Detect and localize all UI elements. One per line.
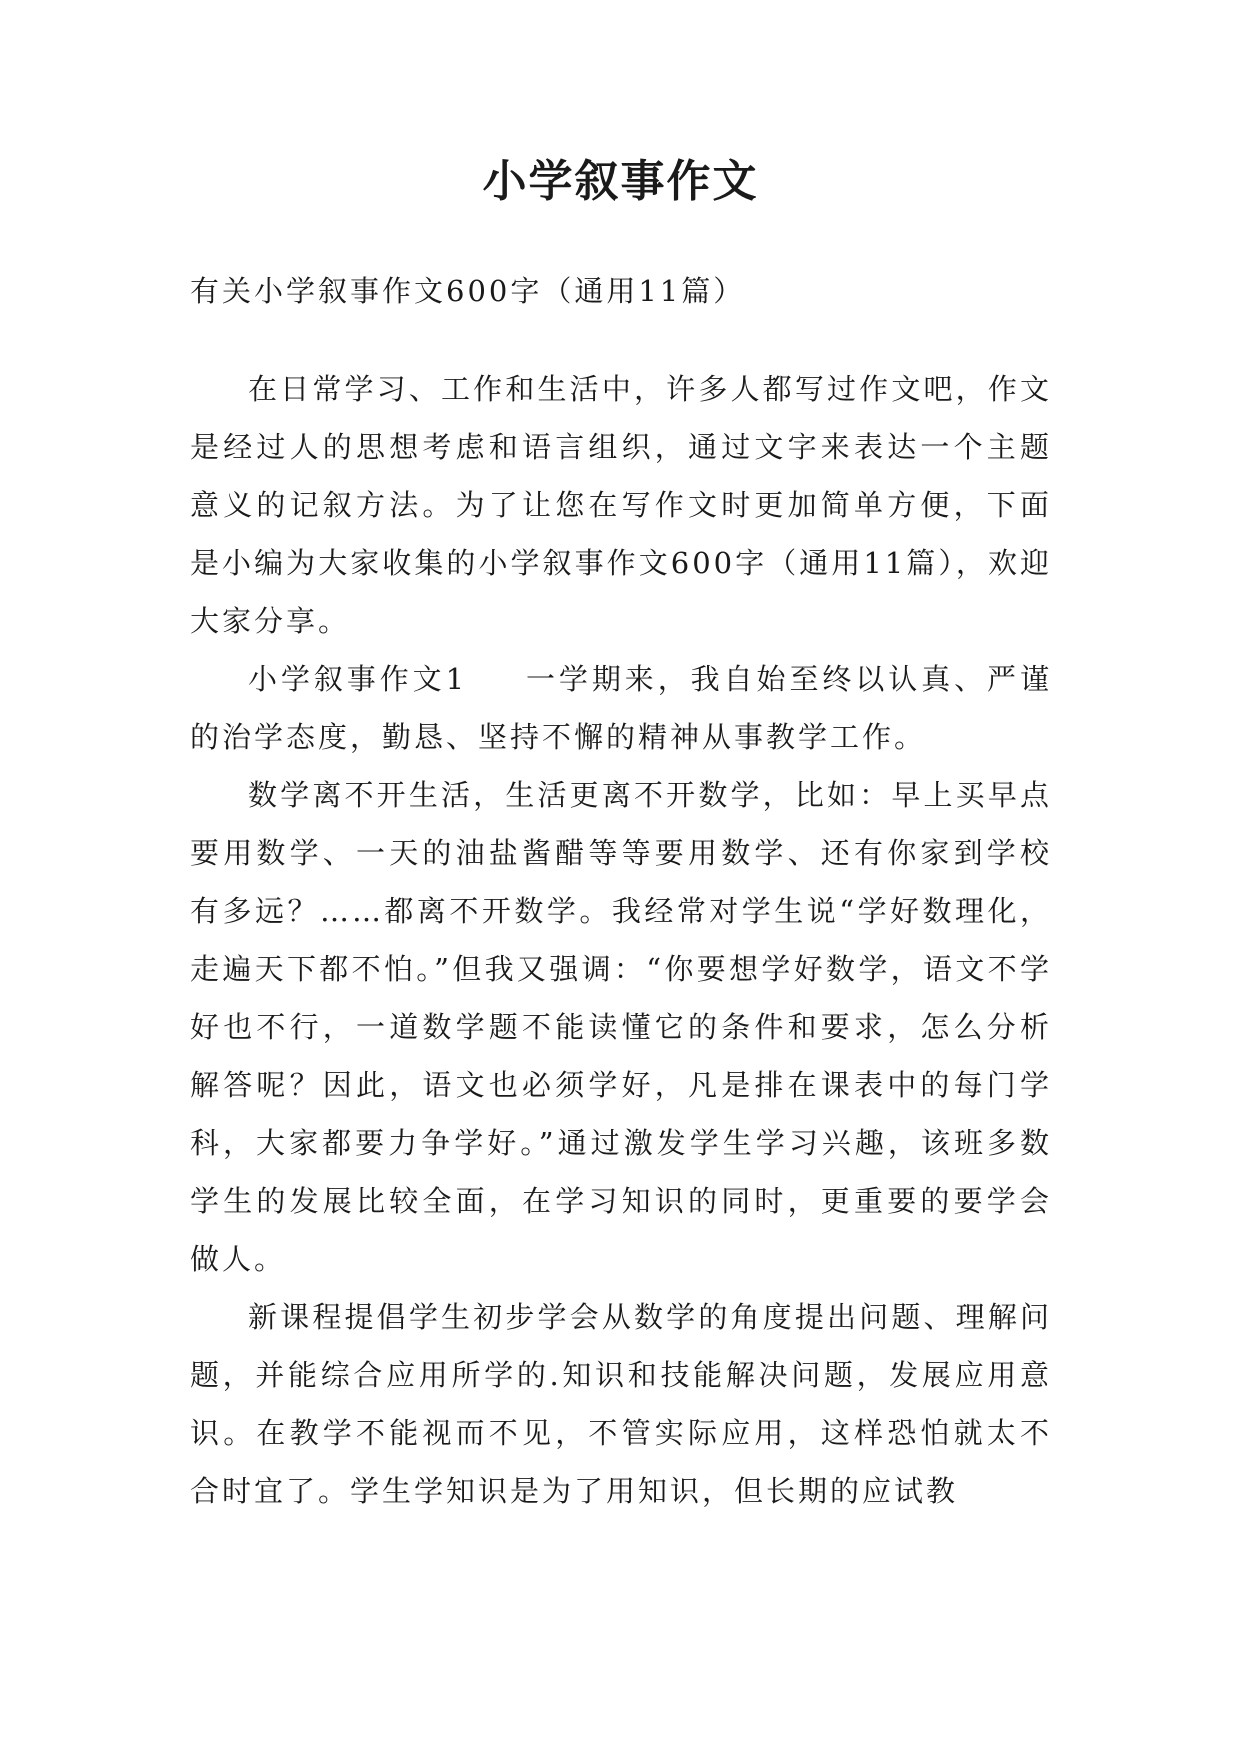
body-paragraph: 数学离不开生活，生活更离不开数学，比如：早上买早点要用数学、一天的油盐酱醋等等要用数学、还有你家到学校有多远？……都离不开数学。我经常对学生说“学好数理化，走遍天下都不怕。”但我又强调：“你要想学好数学，语文不学好也不行，一道数学题不能读懂它的条件和要求，怎么分析解答呢？因此，语文也必须学好，凡是排在课表中的每门学科，大家都要力争学好。”通过激发学生学习兴趣，该班多数学生的发展比较全面，在学习知识的同时，更重要的要学会做人。: [190, 778, 1052, 1276]
body-paragraph: 新课程提倡学生初步学会从数学的角度提出问题、理解问题，并能综合应用所学的.知识和技能解决问题，发展应用意识。在教学不能视而不见，不管实际应用，这样恐怕就太不合时宜了。学生学知识是为了用知识，但长期的应试教: [190, 1300, 1052, 1508]
intro-paragraph: 在日常学习、工作和生活中，许多人都写过作文吧，作文是经过人的思想考虑和语言组织，通过文字来表达一个主题意义的记叙方法。为了让您在写作文时更加简单方便，下面是小编为大家收集的小学叙事作文600字（通用11篇），欢迎大家分享。: [190, 372, 1052, 638]
document-body: [190, 262, 1052, 1520]
document-title: 小学叙事作文: [482, 156, 759, 207]
section-paragraph: [190, 650, 1052, 766]
section-heading: 小学叙事作文1: [248, 662, 468, 696]
document-subtitle: 有关小学叙事作文600字（通用11篇）: [190, 274, 746, 308]
section-text: 一学期来，我自始至终以认真、严谨的治学态度，勤恳、坚持不懈的精神从事教学工作。: [190, 662, 1052, 754]
